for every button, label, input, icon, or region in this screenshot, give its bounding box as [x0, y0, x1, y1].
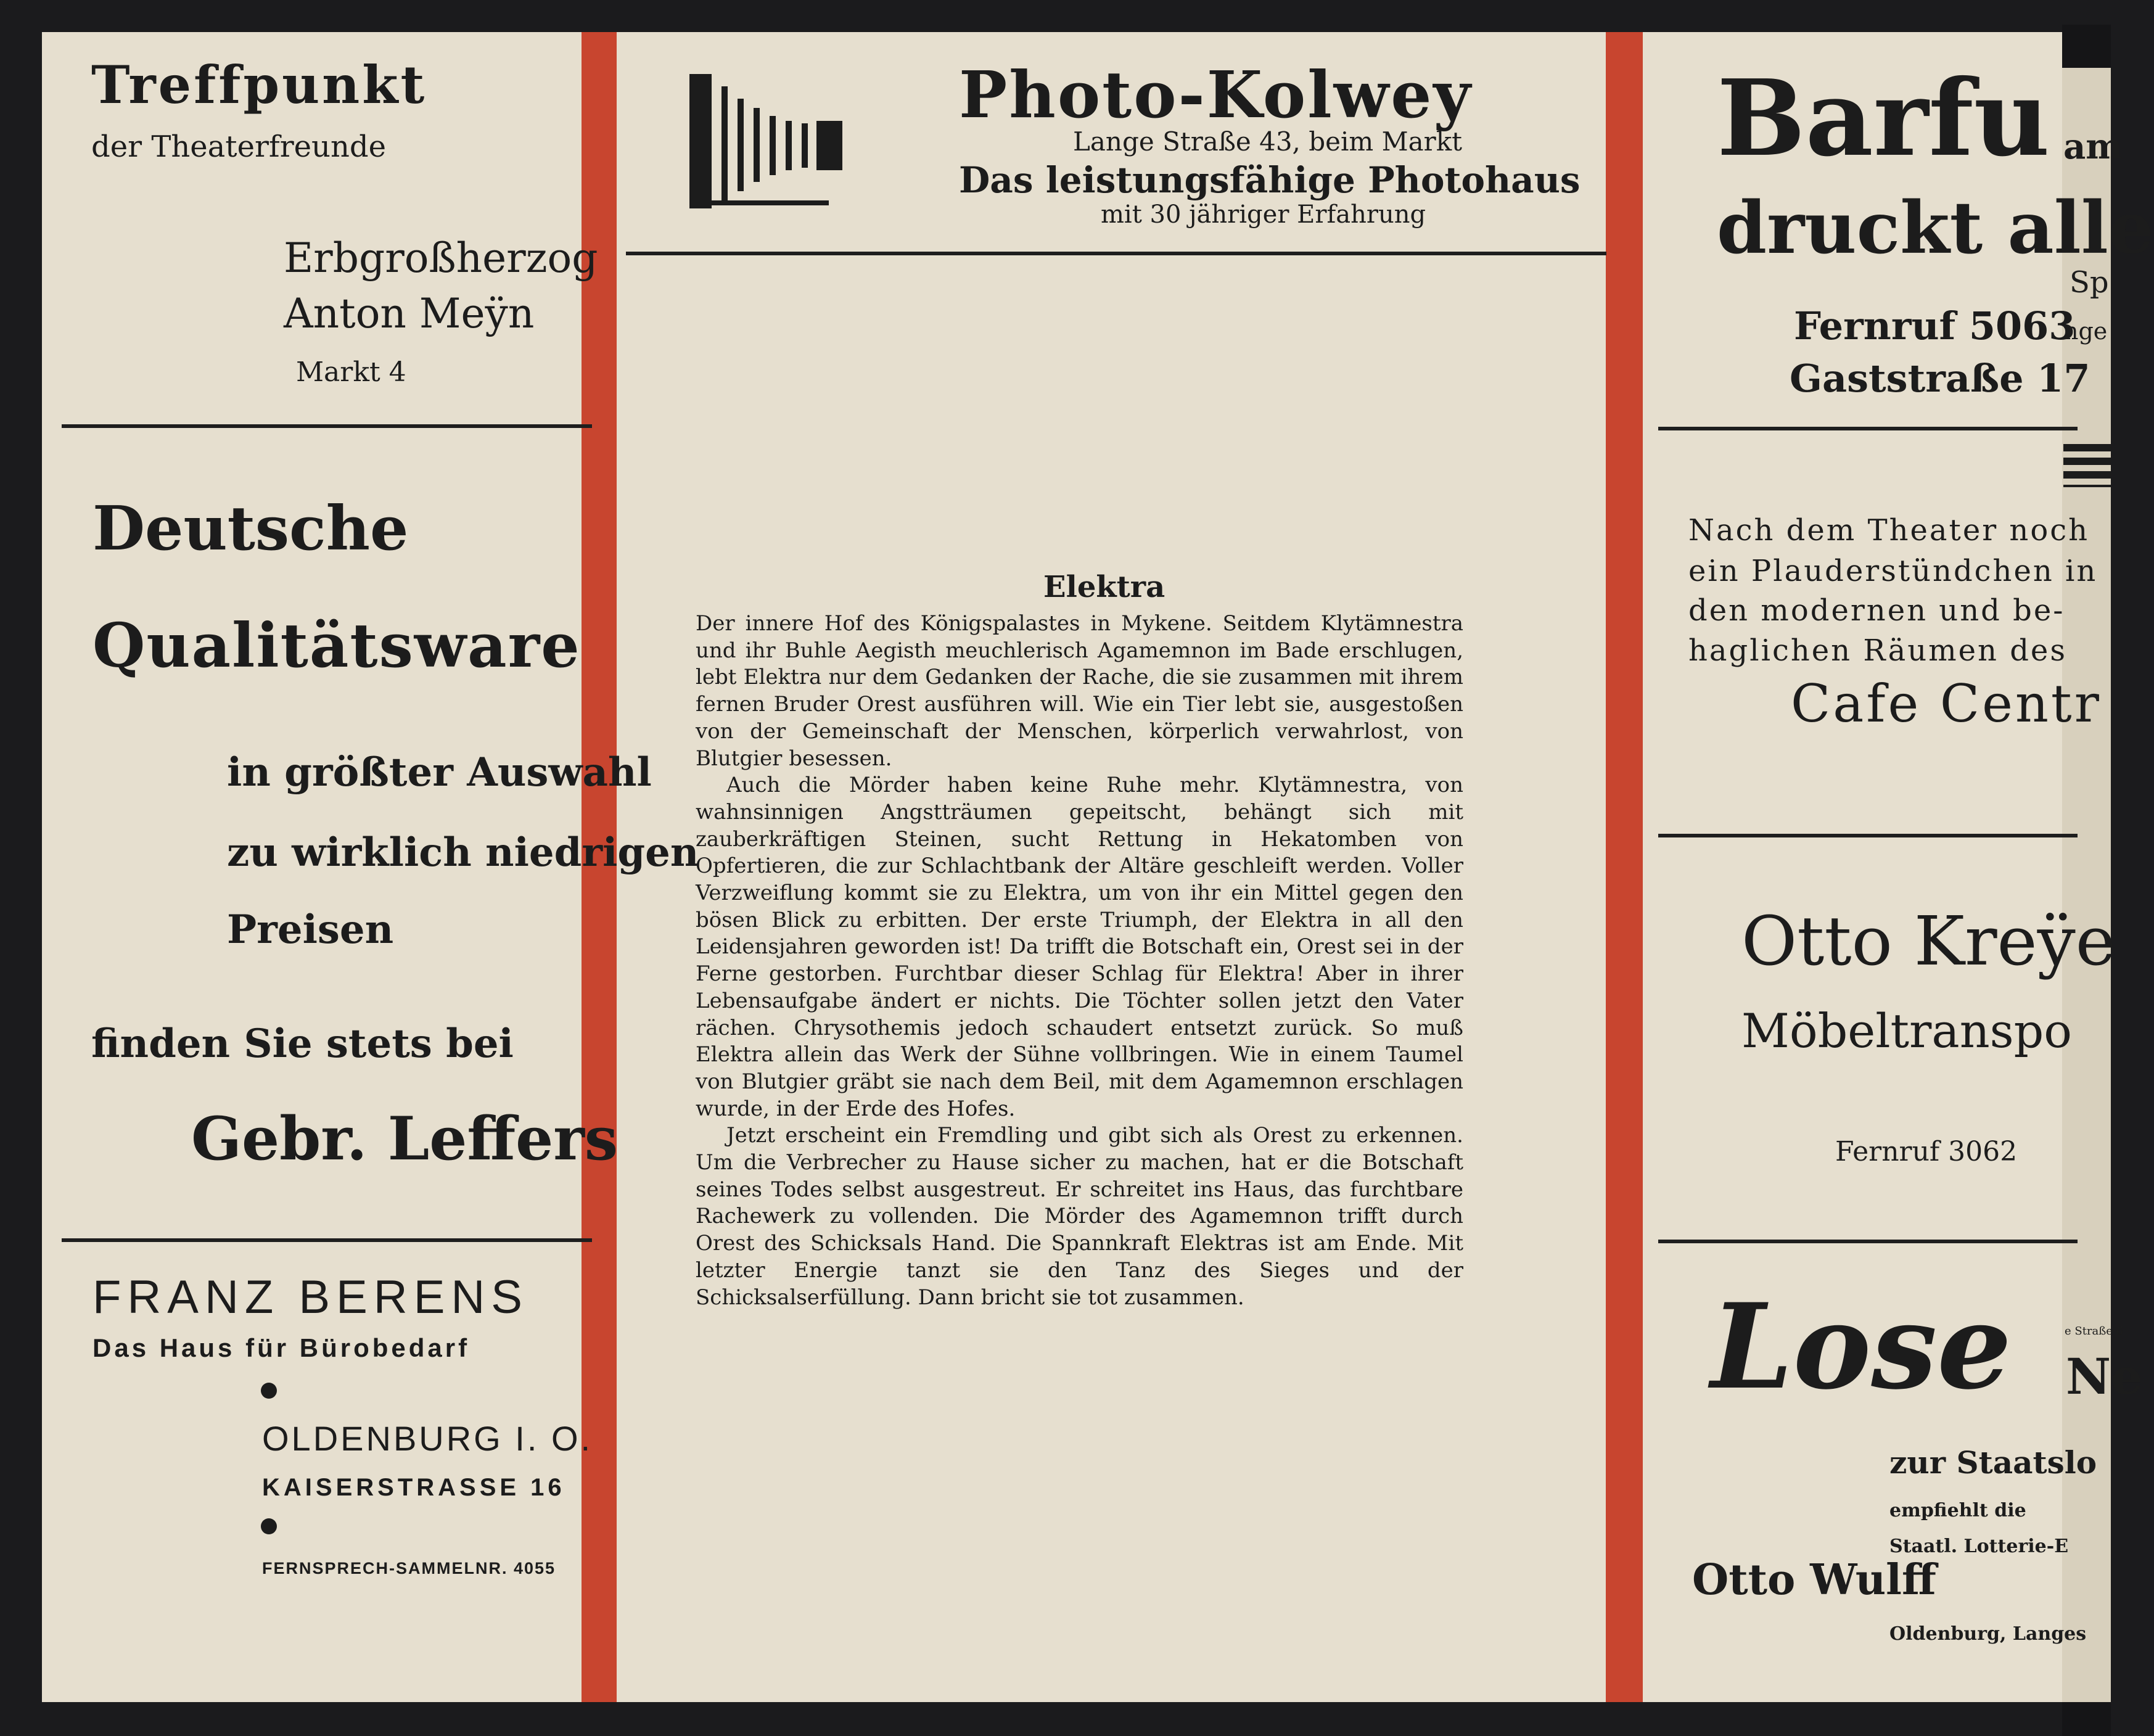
photo-kolwey-slogan: Das leistungsfähige Photohaus — [959, 159, 1581, 201]
kreye-service: Möbeltranspo — [1741, 1003, 2073, 1058]
leffers-name: Gebr. Leffers — [191, 1104, 618, 1174]
lose-line1: zur Staatslo — [1889, 1444, 2097, 1481]
edge-fragment: e Straße 6 — [2065, 1325, 2124, 1338]
leffers-line2: Qualitätsware — [92, 611, 581, 681]
barfuss-phone: Fernruf 5063 — [1794, 303, 2076, 348]
edge-stripes — [2063, 444, 2111, 487]
camera-logo-icon — [689, 74, 868, 216]
leffers-line5: Preisen — [227, 907, 394, 953]
lose-line2: empfiehlt die — [1889, 1500, 2026, 1521]
host-address: Markt 4 — [296, 356, 406, 388]
left-divider-1 — [62, 424, 592, 428]
article-paragraph: Auch die Mörder haben keine Ruhe mehr. Klytämnestra, von wahnsinnigen Angstträumen gepeitscht, behängt sich mit zauberkräftigen Steinen, sucht Rettung in Hekatomben von Opfertieren, die zur Schlachtbank der Altäre geschleift werden. Voller Verzweiflung kommt sie zu Elektra, um von ihr ein Mittel gegen den bösen Blick zu erbitten. Der erste Triumph, der Elektra in all den Leidensjahren geworden ist! Da trifft die Botschaft ein, Orest sei in der Ferne gestorben. Furchtbar dieser Schlag für Elektra! Aber in ihrer Lebensaufgabe ändert er nichts. Die Töchter sollen jetzt den Vater rächen. Chrysothemis jedoch schaudert entsetzt zurück. So muß Elektra allein das Werk der Sühne vollbringen. Wie in einem Taumel von Blutgier gräbt sie nach dem Beil, mit dem Agamemnon erschlagen wurde, in der Erde des Hofes. — [696, 773, 1463, 1121]
cafe-line3: den modernen und be- — [1688, 593, 2065, 628]
wulff-name: Otto Wulff — [1692, 1555, 1936, 1605]
right-red-column — [1606, 32, 1643, 1702]
edge-fragment: am — [2063, 126, 2123, 167]
host-name-line2: Anton Meÿn — [284, 290, 535, 337]
photo-kolwey-brand: Photo-Kolwey — [959, 57, 1473, 133]
leffers-line3: in größter Auswahl — [227, 749, 652, 796]
lose-line3: Staatl. Lotterie-E — [1889, 1536, 2069, 1557]
berens-street: KAISERSTRASSE 16 — [262, 1474, 565, 1501]
kreye-name: Otto Kreÿe — [1741, 902, 2116, 981]
wulff-city: Oldenburg, Langes — [1889, 1623, 2087, 1645]
leffers-line6: finden Sie stets bei — [91, 1021, 514, 1067]
barfuss-line2: druckt alle — [1717, 186, 2154, 270]
treffpunkt-subtitle: der Theaterfreunde — [91, 130, 387, 164]
berens-city: OLDENBURG I. O. — [262, 1419, 593, 1458]
cafe-line2: ein Plauderstündchen in — [1688, 554, 2098, 588]
berens-phone: FERNSPRECH-SAMMELNR. 4055 — [262, 1559, 556, 1578]
article-title: Elektra — [1043, 570, 1165, 604]
barfuss-name: Barfu — [1717, 57, 2050, 180]
treffpunkt-title: Treffpunkt — [91, 54, 427, 115]
photo-kolwey-experience: mit 30 jähriger Erfahrung — [1101, 200, 1426, 229]
article-paragraph: Der innere Hof des Königspalastes in Mykene. Seitdem Klytämnestra und ihr Buhle Aegisth meuchlerisch Agamemnon im Bade erschlugen, lebt Elektra nur dem Gedanken der Rache, die sie zusammen mit ihrem fernen Bruder Orest ausführen will. Wie ein Tier lebt sie, ausgestoßen von der Gemeinschaft der Menschen, körperlich verwahrlost, von Blutgier besessen. — [696, 611, 1463, 771]
host-name-line1: Erbgroßherzog — [284, 234, 598, 282]
article-body — [696, 611, 1463, 1311]
edge-fragment: Sp — [2070, 265, 2109, 300]
left-divider-2 — [62, 1238, 592, 1242]
leffers-line4: zu wirklich niedrigen — [227, 829, 699, 876]
bullet-icon — [261, 1518, 277, 1534]
right-divider-3 — [1658, 1240, 2078, 1243]
lose-title: Lose — [1711, 1278, 2012, 1415]
cafe-name: Cafe Centr — [1791, 673, 2102, 734]
right-divider-2 — [1658, 834, 2078, 837]
berens-tagline: Das Haus für Bürobedarf — [92, 1333, 471, 1362]
edge-fragment: nge — [2063, 318, 2108, 345]
berens-name: FRANZ BERENS — [92, 1271, 528, 1323]
cafe-line1: Nach dem Theater noch — [1688, 513, 2090, 548]
leffers-line1: Deutsche — [92, 493, 409, 564]
article-paragraph: Jetzt erscheint ein Fremdling und gibt sich als Orest zu erkennen. Um die Verbrecher zu Hause sicher zu machen, hat er die Botschaft seines Todes selbst ausgestreut. Er schreitet ins Haus, das furchtbare Rachewerk zu vollenden. Die Mörder des Agamemnon trifft durch Orest des Schicksals Hand. Die Spannkraft Elektras ist am Ende. Mit letzter Energie tanzt sie den Tanz des Sieges und der Schicksalserfüllung. Dann bricht sie tot zusammen. — [696, 1123, 1463, 1310]
barfuss-street: Gaststraße 17 — [1790, 356, 2090, 401]
kreye-phone: Fernruf 3062 — [1835, 1136, 2018, 1167]
cafe-line4: haglichen Räumen des — [1688, 633, 2067, 668]
center-header-divider — [626, 252, 1606, 255]
right-divider-1 — [1658, 427, 2078, 430]
photo-kolwey-address: Lange Straße 43, beim Markt — [1073, 126, 1463, 157]
edge-fragment: Ne — [2066, 1347, 2143, 1405]
bullet-icon — [261, 1383, 277, 1399]
